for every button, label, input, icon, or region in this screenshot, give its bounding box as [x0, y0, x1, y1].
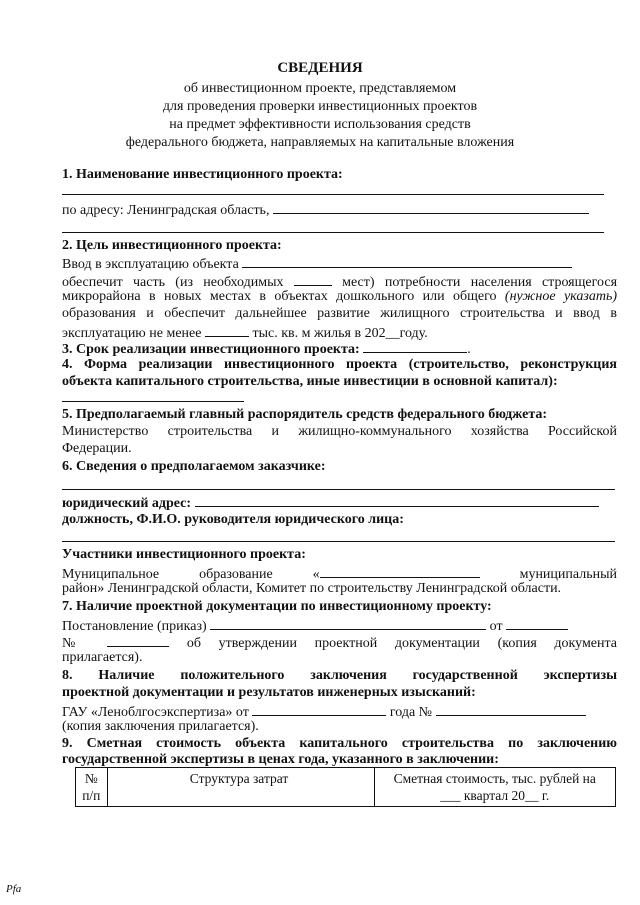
housing-text-a: эксплуатацию не менее	[62, 326, 202, 341]
section-7-line-3: прилагается).	[62, 650, 143, 665]
section-8-line-2: проектной документации и результатов инженерных изысканий:	[62, 685, 476, 700]
decree-field	[210, 615, 486, 630]
subtitle-line-4: федерального бюджета, направляемых на капитальные вложения	[125, 135, 515, 150]
approval-text: об утверждении проектной документации (копия документа	[186, 636, 618, 651]
customer-name-field	[62, 489, 615, 490]
project-name-field	[62, 194, 604, 195]
object-field	[242, 253, 572, 268]
decree-label: Постановление (приказ)	[62, 619, 207, 634]
address-field	[273, 199, 589, 214]
legal-address-label: юридический адрес:	[62, 496, 192, 511]
address-line	[62, 199, 617, 220]
subtitle-line-2: для проведения проверки инвестиционных проектов	[162, 99, 478, 114]
table-header-row	[76, 768, 616, 807]
document-title: СВЕДЕНИЯ	[277, 60, 363, 76]
section-9-line-1: 9. Сметная стоимость объекта капитального строительства по заключению	[62, 736, 617, 751]
section-6-heading: 6. Сведения о предполагаемом заказчике:	[62, 459, 326, 474]
municipality-field	[320, 563, 480, 578]
initials-mark: Pfa	[6, 883, 22, 895]
section-8-line-4: (копия заключения прилагается).	[62, 719, 259, 734]
decree-date-label: от	[489, 619, 503, 634]
section-8-line-1	[62, 667, 617, 685]
expertise-number-field	[436, 701, 586, 716]
address-continuation-field	[62, 232, 604, 233]
legal-address-line	[62, 492, 617, 513]
section-4-line-2: объекта капитального строительства, иные инвестиции в основной капитал):	[62, 374, 558, 389]
specify-note: (нужное указать)	[504, 289, 617, 304]
implementation-term-field	[363, 338, 467, 353]
object-label: Ввод в эксплуатацию объекта	[62, 257, 239, 272]
expertise-label: ГАУ «Леноблгосэкспертиза» от	[62, 705, 249, 720]
cost-table	[75, 767, 616, 807]
section-4-line-1: 4. Форма реализации инвестиционного проекта (строительство, реконструкция	[62, 357, 617, 372]
section-1-heading: 1. Наименование инвестиционного проекта:	[62, 167, 343, 182]
director-field	[62, 541, 615, 542]
municipal-text: муниципальный	[519, 567, 617, 582]
municipality-text: Муниципальное образование «	[62, 567, 320, 582]
director-label: должность, Ф.И.О. руководителя юридического лица:	[62, 512, 404, 527]
section-5-line-2: Федерации.	[62, 441, 132, 456]
participants-heading: Участники инвестиционного проекта:	[62, 547, 306, 562]
expertise-number-label: года №	[389, 705, 433, 720]
col-cost-header: Сметная стоимость, тыс. рублей на ___ квартал 20__ г.	[374, 768, 615, 807]
section-3-line: 3. Срок реализации инвестиционного проекта: .	[62, 338, 617, 359]
section-5-line-1: Министерство строительства и жилищно-коммунального хозяйства Российской	[62, 424, 617, 439]
decree-date-field	[506, 615, 568, 630]
implementation-form-field	[62, 401, 244, 402]
legal-address-field	[195, 492, 599, 507]
section-2-heading: 2. Цель инвестиционного проекта:	[62, 238, 282, 253]
section-7-heading: 7. Наличие проектной документации по инвестиционному проекту:	[62, 599, 492, 614]
education-text: микрорайона в новых местах в объектах дошкольного или общего	[62, 289, 497, 304]
participants-line-2: район» Ленинградской области, Комитет по строительству Ленинградской области.	[62, 581, 562, 596]
housing-area-field	[205, 322, 249, 337]
section-2-line-4: образования и обеспечит дальнейшее развитие жилищного строительства и ввод в	[62, 306, 617, 321]
decree-number-label: №	[62, 636, 90, 651]
places-text-b: мест) потребности населения строящегося	[342, 275, 618, 290]
housing-text-b: тыс. кв. м жилья в 202__году.	[252, 326, 428, 341]
section-5-heading: 5. Предполагаемый главный распорядитель средств федерального бюджета:	[62, 407, 548, 422]
decree-number-field	[107, 632, 169, 647]
section-9-line-2: государственной экспертизы в ценах года, указанного в заключении:	[62, 752, 499, 767]
section-3-heading: 3. Срок реализации инвестиционного проекта:	[62, 342, 360, 357]
col-number-header: № п/п	[76, 768, 108, 807]
col-structure-header: Структура затрат	[107, 768, 374, 807]
places-field	[294, 271, 332, 286]
subtitle-line-3: на предмет эффективности использования средств	[169, 117, 471, 132]
address-label: по адресу: Ленинградская область,	[62, 203, 270, 218]
section-8-heading: Наличие положительного заключения государственной экспертизы	[98, 668, 617, 683]
section-8-number: 8.	[62, 668, 73, 683]
subtitle-line-1: об инвестиционном проекте, представляемом	[183, 81, 457, 96]
expertise-date-field	[252, 701, 386, 716]
section-2-line-3	[62, 288, 617, 306]
places-text-a: обеспечит часть (из необходимых	[62, 275, 284, 290]
